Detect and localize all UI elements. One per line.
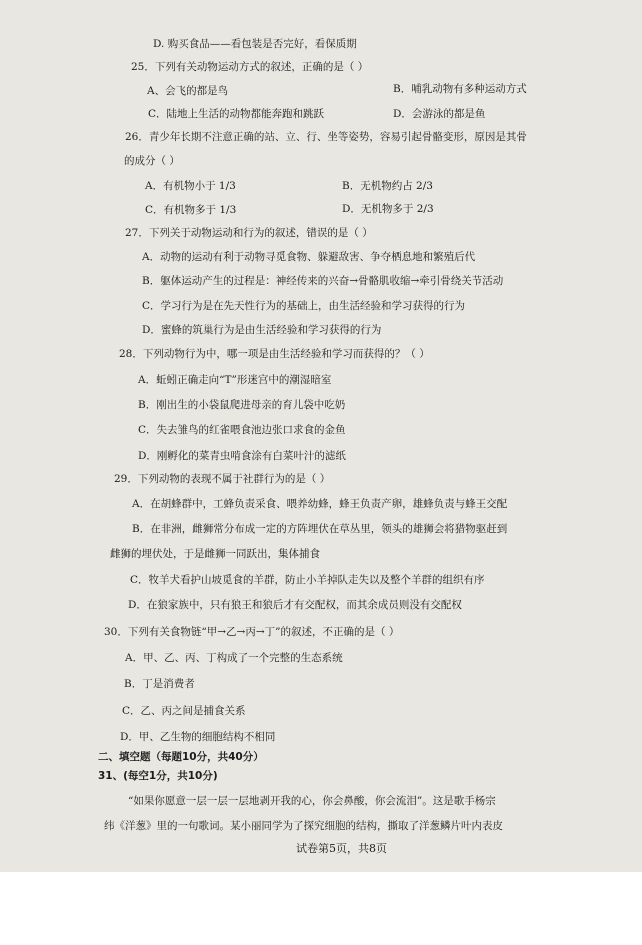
q26-stem-line2: 的成分（ ） [124, 155, 180, 167]
q26-option-c: C．有机物多于 1/3 [145, 204, 237, 216]
q28-stem: 28．下列动物行为中，哪一项是由生活经验和学习而获得的？（ ） [119, 348, 430, 360]
q29-option-b-line2: 雌狮的埋伏处，于是雌狮一同跃出，集体捕食 [110, 548, 320, 560]
q30-stem: 30．下列有关食物链“甲→乙→丙→丁”的叙述，不正确的是（ ） [104, 626, 400, 638]
q31-text-line1: “如果你愿意一层一层一层地剥开我的心，你会鼻酸，你会流泪”。这是歌手杨宗 [128, 795, 496, 807]
section-heading: 二、填空题（每题10分，共40分） [98, 751, 264, 763]
q25-option-c: C．陆地上生活的动物都能奔跑和跳跃 [148, 108, 325, 120]
q30-option-a: A．甲、乙、丙、丁构成了一个完整的生态系统 [125, 652, 343, 664]
q30-option-c: C．乙、丙之间是捕食关系 [122, 705, 246, 717]
q29-option-a: A．在胡蜂群中，工蜂负责采食、喂养幼蜂，蜂王负责产卵，雄蜂负责与蜂王交配 [132, 498, 508, 510]
q29-option-d: D．在狼家族中，只有狼王和狼后才有交配权，而其余成员则没有交配权 [128, 599, 462, 611]
q25-option-d: D．会游泳的都是鱼 [393, 108, 486, 120]
q27-option-b: B．躯体运动产生的过程是：神经传来的兴奋→骨骼肌收缩→牵引骨绕关节活动 [142, 275, 504, 287]
q29-option-b-line1: B．在非洲，雌狮常分布成一定的方阵埋伏在草丛里，领头的雄狮会将猎物驱赶到 [132, 523, 508, 535]
q28-option-d: D．刚孵化的菜青虫啃食涂有白菜叶汁的滤纸 [138, 450, 346, 462]
page-footer: 试卷第5页，共8页 [296, 842, 387, 855]
q27-option-a: A．动物的运动有利于动物寻觅食物、躲避敌害、争夺栖息地和繁殖后代 [142, 251, 476, 263]
q26-option-d: D．无机物多于 2/3 [342, 203, 434, 215]
q26-stem-line1: 26．青少年长期不注意正确的站、立、行、坐等姿势，容易引起骨骼变形，原因是其骨 [125, 131, 527, 143]
q28-option-a: A．蚯蚓正确走向“T”形迷宫中的潮湿暗室 [138, 374, 332, 386]
q27-option-d: D．蜜蜂的筑巢行为是由生活经验和学习获得的行为 [142, 324, 382, 336]
q27-option-c: C．学习行为是在先天性行为的基础上，由生活经验和学习获得的行为 [142, 300, 466, 312]
q26-option-a: A．有机物小于 1/3 [145, 180, 236, 192]
q25-option-b: B．哺乳动物有多种运动方式 [393, 83, 527, 95]
q29-option-c: C．牧羊犬看护山坡觅食的羊群，防止小羊掉队走失以及整个羊群的组织有序 [130, 574, 485, 586]
q25-option-a: A、会飞的都是鸟 [147, 85, 229, 97]
q29-stem: 29．下列动物的表现不属于社群行为的是（ ） [114, 473, 331, 485]
q31-header: 31、(每空1分，共10分) [98, 770, 218, 782]
q30-option-b: B．丁是消费者 [124, 678, 195, 690]
q28-option-b: B．刚出生的小袋鼠爬进母亲的育儿袋中吃奶 [138, 399, 346, 411]
q25-stem: 25．下列有关动物运动方式的叙述，正确的是（ ） [131, 61, 369, 73]
q27-stem: 27．下列关于动物运动和行为的叙述，错误的是（ ） [125, 227, 373, 239]
q24-option-d: D. 购买食品——看包装是否完好，看保质期 [153, 38, 357, 50]
q30-option-d: D．甲、乙生物的细胞结构不相同 [120, 731, 276, 743]
q31-text-line2: 纬《洋葱》里的一句歌词。某小丽同学为了探究细胞的结构，撕取了洋葱鳞片叶内表皮 [104, 820, 503, 832]
q28-option-c: C．失去雏鸟的红雀喂食池边张口求食的金鱼 [138, 424, 346, 436]
q26-option-b: B．无机物约占 2/3 [342, 180, 433, 192]
